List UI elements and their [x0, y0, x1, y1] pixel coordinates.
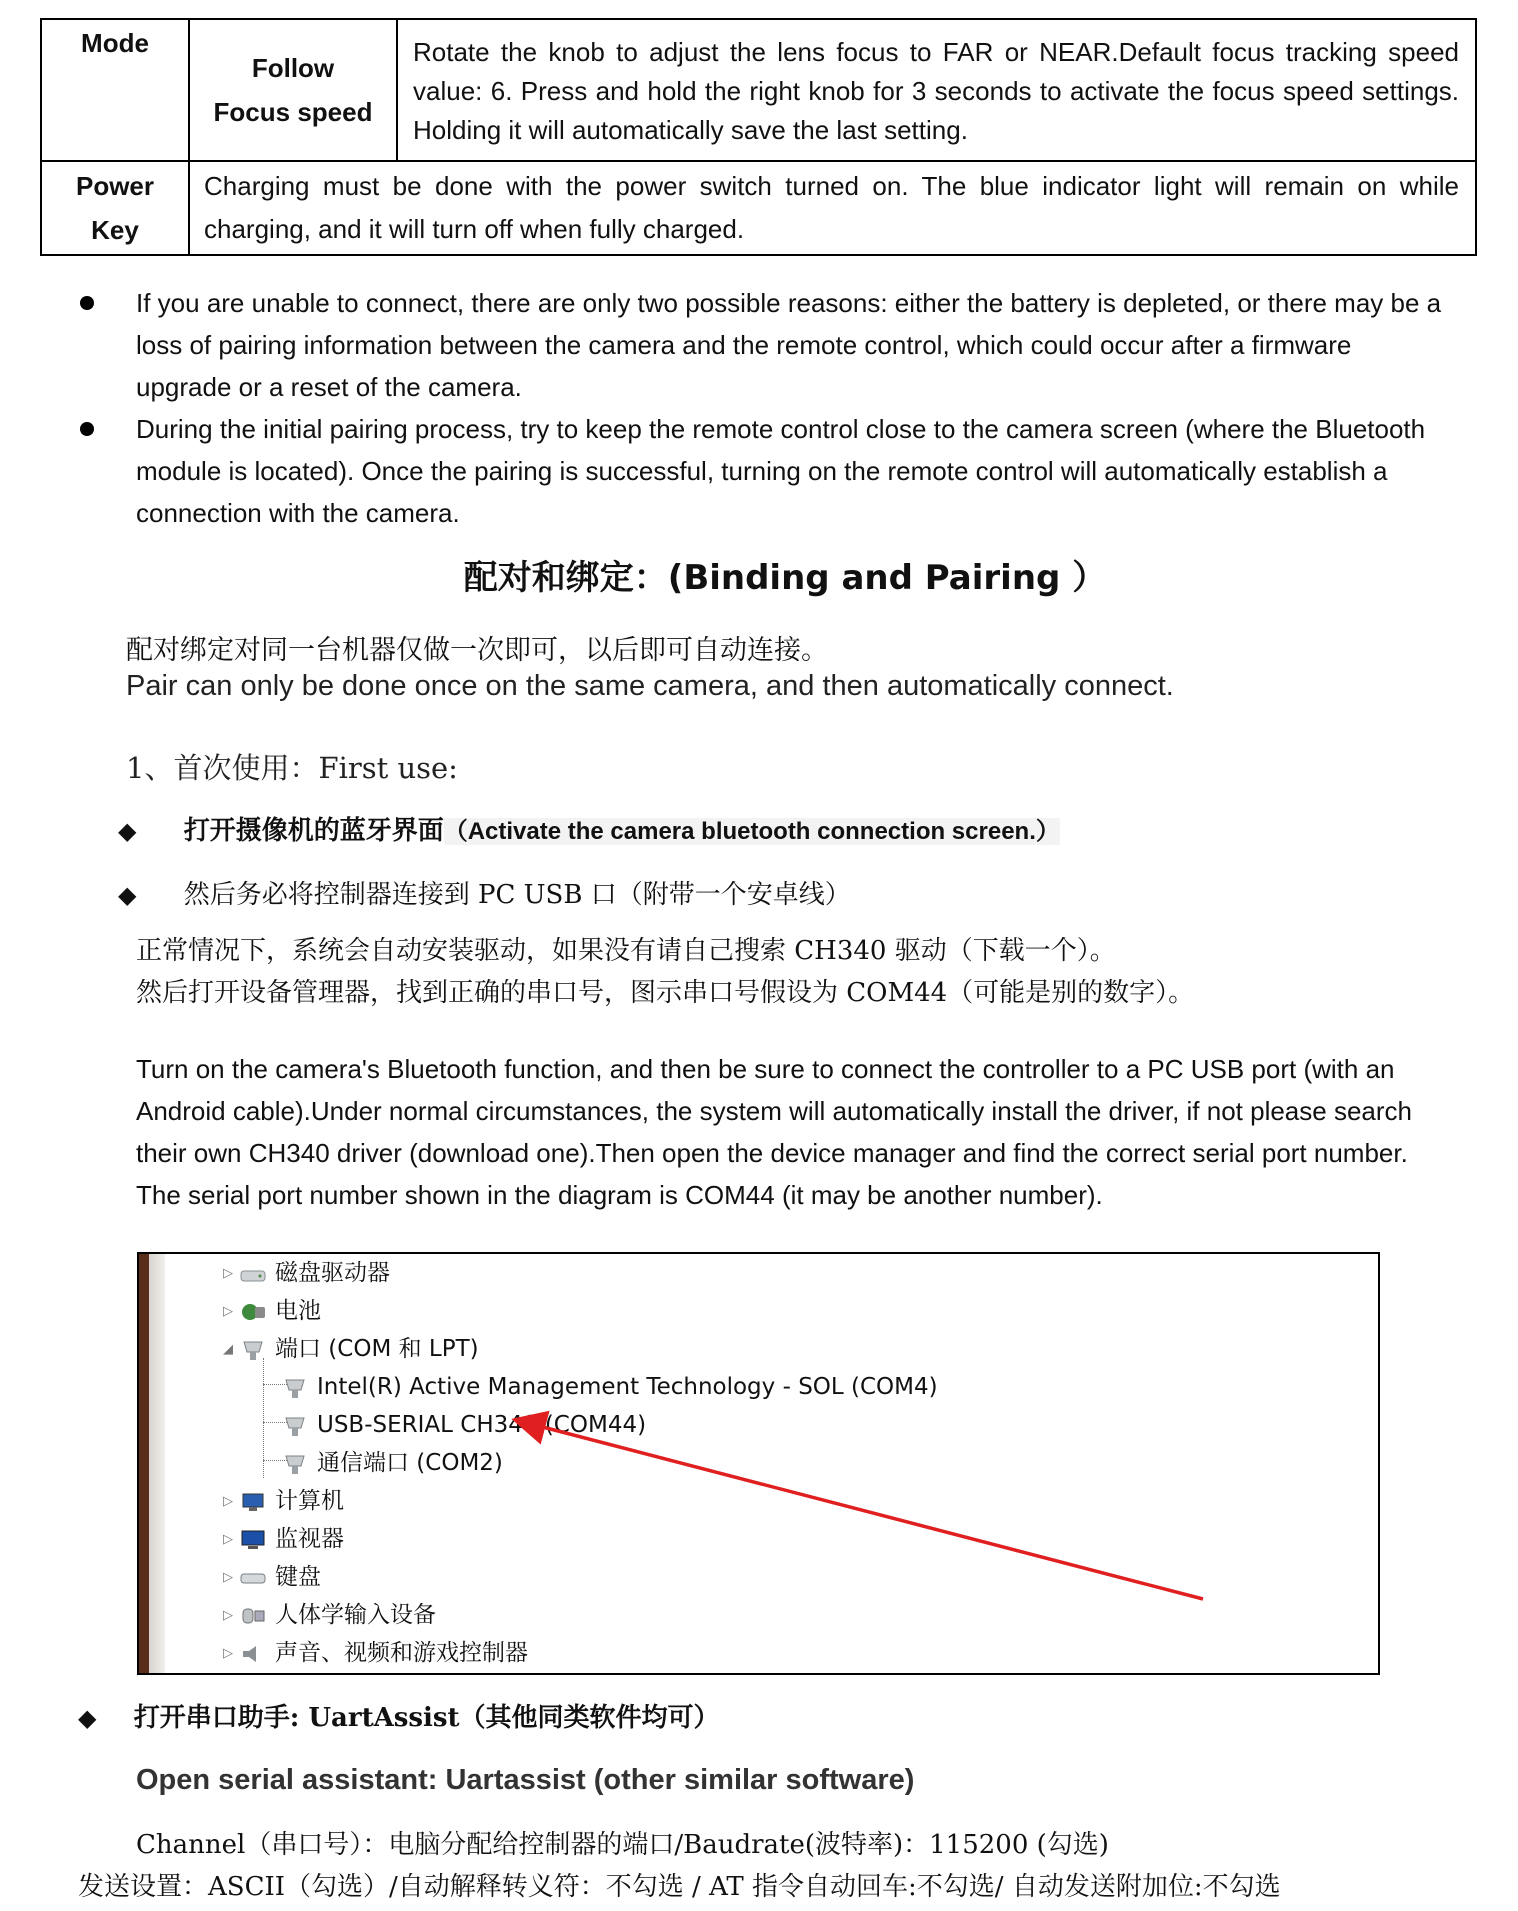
tree-item-label: 端口 (COM 和 LPT): [275, 1336, 479, 1362]
tree-item-label: Intel(R) Active Management Technology - SOL (COM4): [317, 1374, 938, 1400]
tree-item-label: 监视器: [275, 1526, 344, 1552]
arrow-annotation: [139, 1254, 1378, 1673]
send-settings-line: 发送设置：ASCII（勾选）/自动解释转义符：不勾选 / AT 指令自动回车:不勾选/ 自动发送附加位:不勾选: [78, 1872, 1281, 1902]
tree-item-label: 计算机: [275, 1488, 344, 1514]
expand-triangle-icon[interactable]: ▷: [223, 1303, 233, 1319]
diamond-bullet-icon: ◆: [78, 1705, 97, 1732]
expand-triangle-icon[interactable]: ▷: [223, 1645, 233, 1661]
tree-item-label: 键盘: [275, 1564, 321, 1590]
channel-line: Channel（串口号）：电脑分配给控制器的端口/Baudrate(波特率)：115200 (勾选): [136, 1830, 1109, 1860]
step-3-cn: 打开串口助手: UartAssist（其他同类软件均可）: [133, 1703, 720, 1733]
table-row: [41, 19, 1476, 161]
follow-focus-description: Rotate the knob to adjust the lens focus to FAR or NEAR.Default focus tracking speed value: 6. Press and hold the right knob for 3 seconds to activate the focus speed settings. Holding it will automatically save the last setting.: [397, 19, 1476, 161]
first-use-text: 1、首次使用：First use:: [126, 751, 458, 785]
follow-label-line2: Focus speed: [213, 97, 373, 127]
diamond-bullet-icon: ◆: [118, 882, 137, 909]
step-1: [118, 810, 1060, 847]
diamond-bullet-icon: ◆: [118, 818, 137, 845]
red-arrow-icon: [535, 1425, 1203, 1599]
bullet-list: [78, 282, 1448, 534]
bullet-icon: [80, 422, 94, 436]
step-2-text: 然后务必将控制器连接到 PC USB 口（附带一个安卓线）: [183, 880, 851, 910]
follow-label-line1: Follow: [251, 53, 335, 83]
expand-triangle-icon[interactable]: ▷: [223, 1493, 233, 1509]
power-label-line1: Power: [75, 171, 155, 201]
list-item: [78, 408, 1448, 534]
driver-en-paragraph: Turn on the camera's Bluetooth function, and then be sure to connect the controller to a PC USB port (with an Android cable).Under normal circumstances, the system will automatically install the driver, if not please search their own CH340 driver (download one).Then open the device manager and find the correct serial port number. The serial port number shown in the diagram is COM44 (it may be another number).: [136, 1054, 1412, 1210]
tree-item-label: 通信端口 (COM2): [317, 1450, 503, 1476]
driver-cn-line-2: 然后打开设备管理器，找到正确的串口号，图示串口号假设为 COM44（可能是别的数字）。: [136, 978, 1195, 1008]
power-key-description: Charging must be done with the power switch turned on. The blue indicator light will remain on while charging, and it will turn off when fully charged.: [189, 161, 1476, 255]
tree-item-label: 声音、视频和游戏控制器: [275, 1640, 528, 1666]
step-2: [118, 874, 851, 911]
driver-cn-line-1: 正常情况下，系统会自动安装驱动，如果没有请自己搜索 CH340 驱动（下载一个）。: [136, 936, 1116, 966]
section-heading: 配对和绑定：(Binding and Pairing ）: [463, 558, 1107, 598]
step-1-cn: 打开摄像机的蓝牙界面: [183, 816, 444, 846]
mode-label: Mode: [41, 19, 189, 161]
bullet-icon: [80, 296, 94, 310]
follow-focus-label: [189, 19, 397, 161]
expand-triangle-icon[interactable]: ▷: [223, 1531, 233, 1547]
power-key-label: [41, 161, 189, 255]
expand-triangle-icon[interactable]: ▷: [223, 1569, 233, 1585]
tree-item-label: 磁盘驱动器: [275, 1260, 390, 1286]
bullet-text: During the initial pairing process, try to keep the remote control close to the camera screen (where the Bluetooth module is located). Once the pairing is successful, turning on the remote control will automatically establish a connection with the camera.: [136, 414, 1426, 528]
list-item: [78, 282, 1448, 408]
step-3: [78, 1697, 720, 1734]
expand-triangle-icon[interactable]: ▷: [223, 1265, 233, 1281]
step-3-en: Open serial assistant: Uartassist (other similar software): [136, 1764, 915, 1796]
step-1-en: （Activate the camera bluetooth connection screen.）: [443, 818, 1060, 845]
tree-item-label: 电池: [275, 1298, 321, 1324]
pair-en-text: Pair can only be done once on the same camera, and then automatically connect.: [126, 670, 1174, 702]
spec-table: [40, 18, 1477, 256]
pair-cn-text: 配对绑定对同一台机器仅做一次即可，以后即可自动连接。: [126, 635, 828, 666]
collapse-triangle-icon[interactable]: ◢: [223, 1341, 233, 1357]
tree-item-label: USB-SERIAL CH340 (COM44): [317, 1412, 647, 1438]
bullet-text: If you are unable to connect, there are only two possible reasons: either the battery is depleted, or there may be a loss of pairing information between the camera and the remote control, which could occur after a firmware upgrade or a reset of the camera.: [136, 288, 1442, 402]
power-label-line2: Key: [91, 215, 139, 245]
tree-item-label: 人体学输入设备: [275, 1602, 436, 1628]
expand-triangle-icon[interactable]: ▷: [223, 1607, 233, 1623]
first-use-heading: [126, 746, 458, 787]
device-manager-screenshot: [137, 1252, 1380, 1675]
table-row: [41, 161, 1476, 255]
